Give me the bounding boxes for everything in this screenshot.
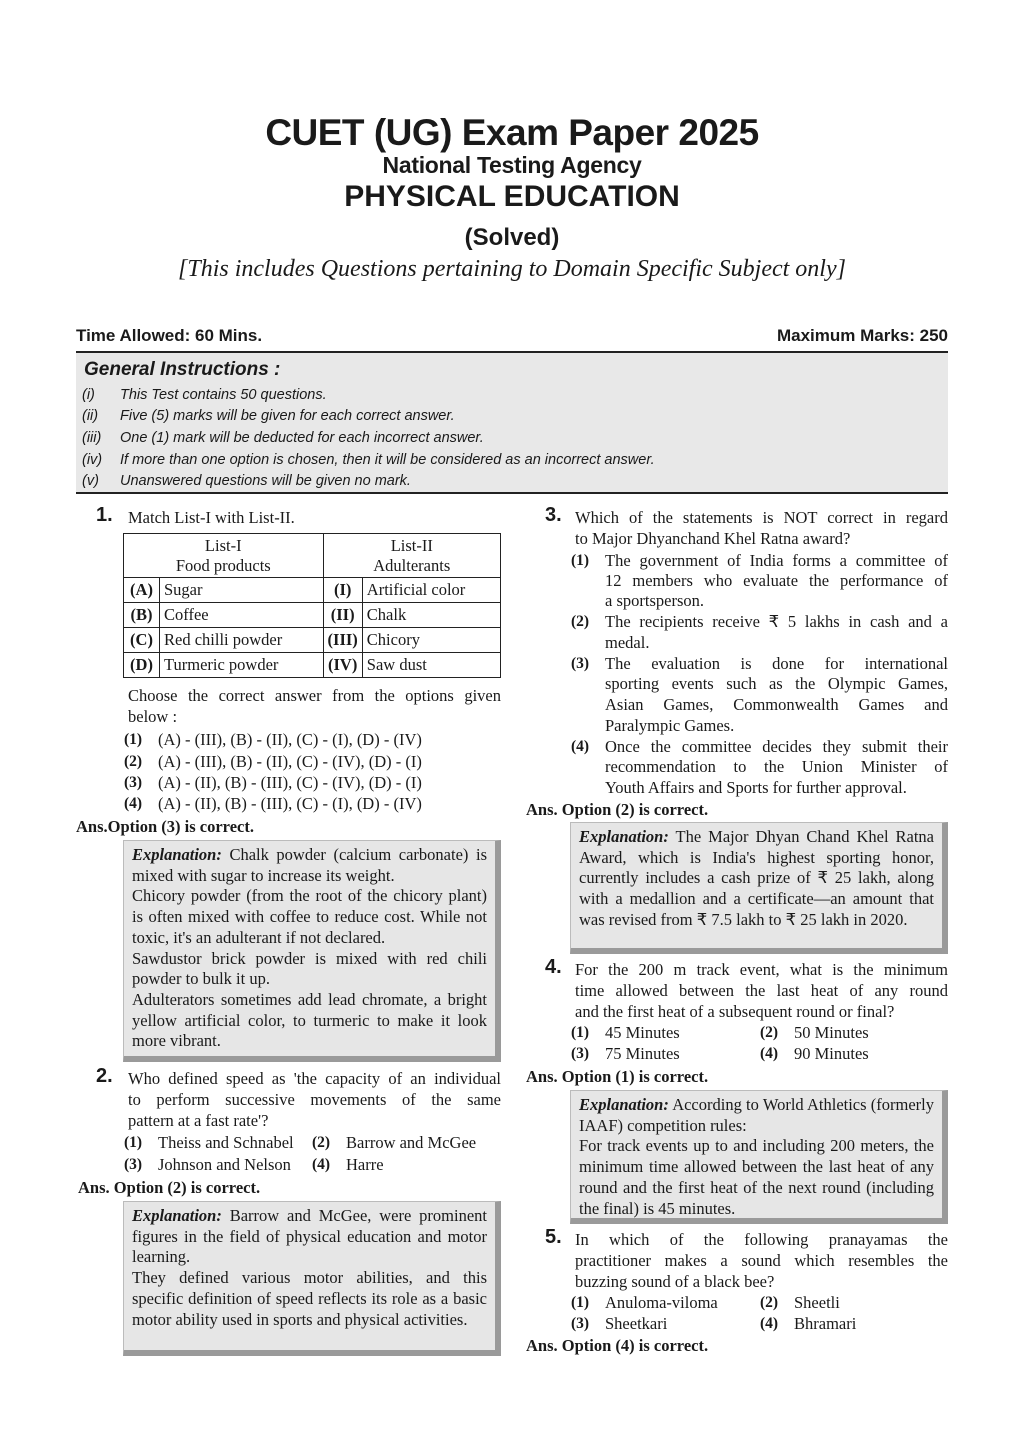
explanation-box: Explanation: According to World Athletics (formerly IAAF) competition rules: For track events up to and including 200 meters, the minimum time allowed between the last heat of any round and the first heat of the next round (including the final) is 45 minutes. (570, 1090, 948, 1224)
general-instructions (76, 351, 948, 494)
time-allowed: Time Allowed: 60 Mins. (76, 326, 263, 345)
table-row: (D) Turmeric powder (IV) Saw dust (124, 653, 501, 678)
exam-meta (76, 326, 948, 350)
question-number: 4. (545, 956, 562, 978)
option: (A) - (II), (B) - (III), (C) - (IV), (D) - (I) (158, 773, 422, 792)
subject-title: PHYSICAL EDUCATION (344, 180, 680, 213)
option: Sheetli (794, 1293, 840, 1312)
option: (A) - (III), (B) - (II), (C) - (IV), (D) - (I) (158, 752, 422, 771)
option: Bhramari (794, 1314, 857, 1333)
answer: Ans. Option (1) is correct. (526, 1067, 709, 1086)
question-number: 3. (545, 504, 562, 526)
question-stem: Match List-I with List-II. (128, 508, 295, 527)
option: Barrow and McGee (346, 1133, 477, 1152)
instruction-item: (iii) One (1) mark will be deducted for each incorrect answer. (82, 430, 484, 446)
question-number: 5. (545, 1226, 562, 1248)
explanation-box: Explanation: Chalk powder (calcium carbonate) is mixed with sugar to increase its weight. Chicory powder (from the root of the chicory plant) is often mixed with coffee to reduce cost. While not toxic, it's an adulterant if not declared. Sawdustor brick powder is mixed with red chili powder to bulk it up. Adulterators sometimes add lead chromate, a bright yellow artificial color, to turmeric to make it look more vibrant. (123, 840, 501, 1062)
option: Anuloma-viloma (605, 1293, 718, 1312)
question-instruction: below : (128, 707, 178, 726)
scope-note: [This includes Questions pertaining to Domain Specific Subject only] (178, 256, 846, 282)
question-number: 2. (96, 1065, 113, 1087)
question-stem: For the 200 m track event, what is the minimum (575, 960, 948, 979)
option: 75 Minutes (605, 1044, 680, 1063)
question-number: 1. (96, 504, 113, 526)
answer: Ans. Option (2) is correct. (78, 1178, 261, 1197)
option: Theiss and Schnabel (158, 1133, 294, 1152)
option: 45 Minutes (605, 1023, 680, 1042)
instruction-item: (v) Unanswered questions will be given no mark. (82, 473, 411, 489)
instruction-item: (i) This Test contains 50 questions. (82, 387, 327, 403)
option: (A) - (II), (B) - (III), (C) - (I), (D) - (IV) (158, 794, 422, 813)
table-row: (C) Red chilli powder (III) Chicory (124, 628, 501, 653)
option: Johnson and Nelson (158, 1155, 291, 1174)
page-title: CUET (UG) Exam Paper 2025 (265, 112, 759, 153)
list1-header: List-I Food products (124, 534, 324, 578)
option: The evaluation is done for international (605, 654, 948, 673)
table-row: (B) Coffee (II) Chalk (124, 603, 501, 628)
option: Harre (346, 1155, 384, 1174)
explanation-box: Explanation: The Major Dhyan Chand Khel Ratna Award, which is India's highest sporting honor, currently includes a cash prize of ₹ 25 lakh, along with a medallion and a certificate—an amount that was revised from ₹ 7.5 lakh to ₹ 25 lakh in 2020. (570, 822, 948, 954)
answer: Ans. Option (2) is correct. (526, 800, 709, 819)
instruction-item: (iv) If more than one option is chosen, then it will be considered as an incorrect answer. (82, 452, 655, 468)
option: 50 Minutes (794, 1023, 869, 1042)
instructions-title: General Instructions : (84, 359, 281, 380)
option: Once the committee decides they submit their (605, 737, 948, 756)
option: Sheetkari (605, 1314, 668, 1333)
question-stem: Who defined speed as 'the capacity of an individual (128, 1069, 501, 1088)
instruction-item: (ii) Five (5) marks will be given for each correct answer. (82, 408, 455, 424)
maximum-marks: Maximum Marks: 250 (776, 326, 948, 345)
answer: Ans.Option (3) is correct. (76, 817, 254, 836)
option: (A) - (III), (B) - (II), (C) - (I), (D) - (IV) (158, 730, 422, 749)
question-instruction: Choose the correct answer from the options given (128, 686, 501, 705)
option: The recipients receive ₹ 5 lakhs in cash and a (605, 612, 948, 631)
question-stem: In which of the following pranayamas the (575, 1230, 948, 1249)
explanation-box: Explanation: Barrow and McGee, were prominent figures in the field of physical education and motor learning. They defined various motor abilities, and this specific definition of speed reflects its role as a basic motor ability used in sports and physical activities. (123, 1201, 501, 1356)
option: 90 Minutes (794, 1044, 869, 1063)
match-table (123, 533, 501, 678)
table-row: (A) Sugar (I) Artificial color (124, 578, 501, 603)
question-stem: Which of the statements is NOT correct in regard (575, 508, 948, 527)
answer: Ans. Option (4) is correct. (526, 1336, 709, 1355)
solved-label: (Solved) (464, 224, 560, 251)
list2-header: List-II Adulterants (323, 534, 500, 578)
agency-name: National Testing Agency (382, 152, 642, 178)
option: The government of India forms a committee of (605, 551, 948, 570)
